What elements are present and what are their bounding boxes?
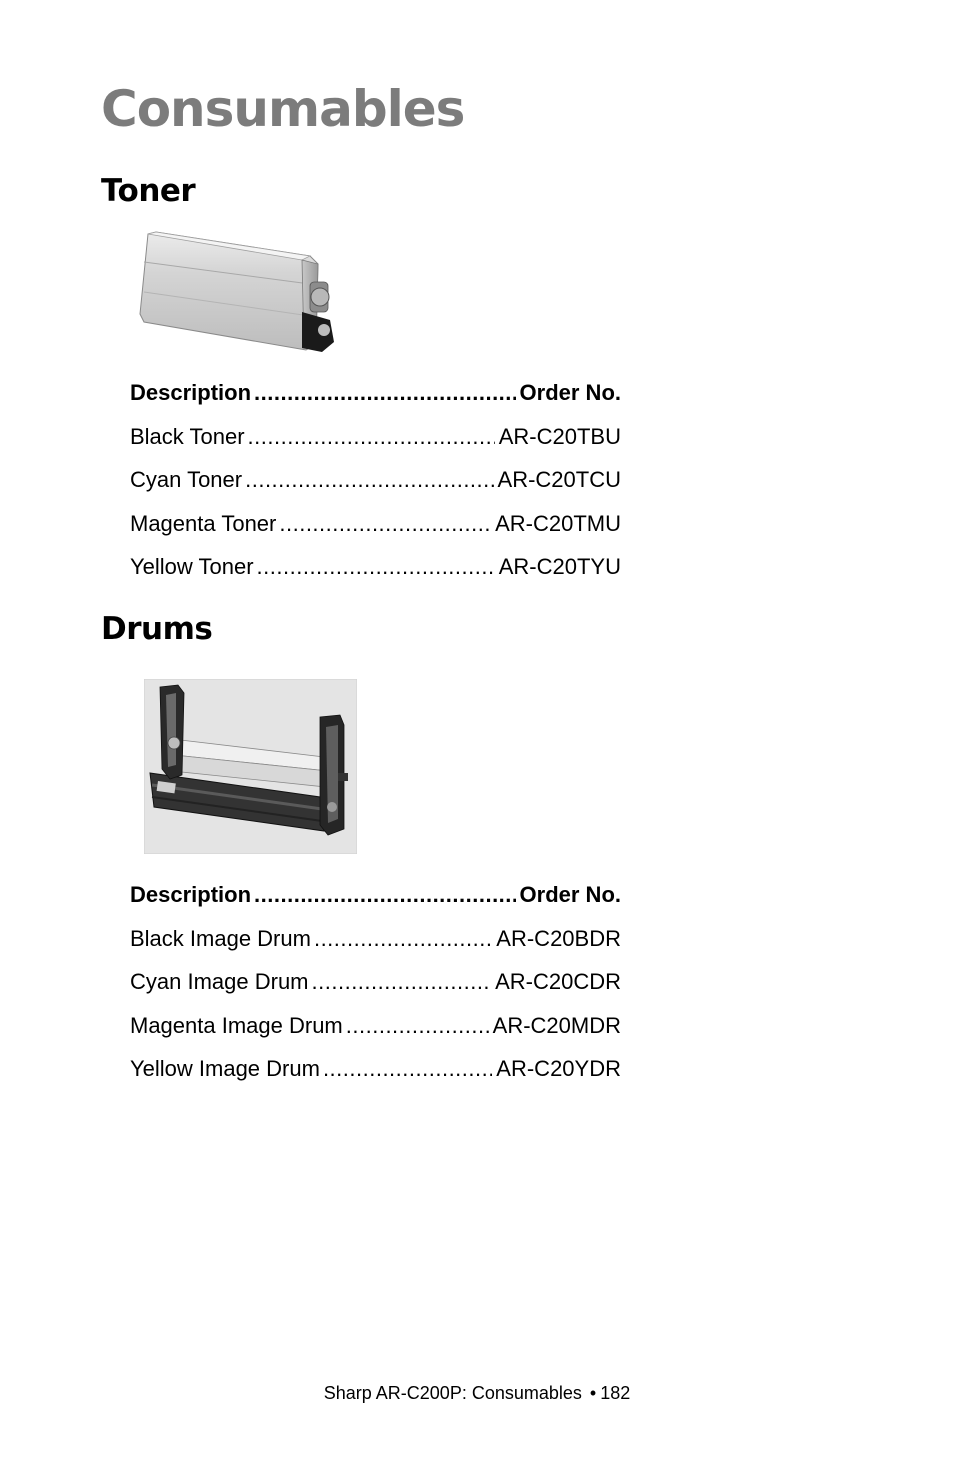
table-header-row	[130, 884, 621, 928]
item-order-no: AR-C20CDR	[495, 969, 621, 994]
table-header-row	[130, 382, 621, 426]
item-order-no: AR-C20TCU	[497, 467, 621, 492]
item-order-no: AR-C20TMU	[495, 510, 621, 536]
item-description: Black Toner	[130, 423, 245, 449]
dot-leader	[254, 884, 516, 906]
dot-leader	[314, 928, 492, 950]
toner-parts-table	[130, 382, 621, 600]
table-row	[130, 925, 621, 972]
drums-heading: Drums	[101, 611, 213, 647]
page-title: Consumables	[101, 80, 465, 138]
item-description: Magenta Toner	[130, 510, 277, 536]
drums-parts-table	[130, 884, 621, 1102]
item-description: Black Image Drum	[130, 925, 311, 951]
dot-leader	[245, 469, 493, 491]
item-description: Yellow Toner	[130, 554, 254, 579]
table-row	[130, 469, 621, 513]
item-description: Cyan Image Drum	[130, 969, 309, 994]
dot-leader	[346, 1015, 489, 1037]
description-column-header: Description	[130, 380, 252, 405]
page-footer	[0, 1383, 954, 1404]
table-row	[130, 1012, 621, 1059]
dot-leader	[312, 971, 492, 993]
item-order-no: AR-C20TYU	[498, 554, 621, 579]
dot-leader	[257, 556, 495, 578]
item-description: Magenta Image Drum	[130, 1012, 343, 1038]
table-row	[130, 510, 621, 557]
dot-leader	[323, 1058, 492, 1080]
footer-text: Sharp AR-C200P: Consumables	[323, 1383, 582, 1403]
dot-leader	[279, 513, 491, 535]
order-no-column-header: Order No.	[519, 882, 621, 907]
order-no-column-header: Order No.	[519, 380, 621, 405]
page-number: 182	[600, 1383, 631, 1403]
table-row	[130, 971, 621, 1015]
footer-bullet: •	[589, 1383, 597, 1403]
dot-leader	[248, 426, 495, 448]
item-order-no: AR-C20MDR	[492, 1012, 621, 1038]
dot-leader	[254, 382, 516, 404]
item-order-no: AR-C20BDR	[496, 925, 621, 951]
table-row	[130, 1058, 621, 1102]
table-row	[130, 423, 621, 470]
item-description: Yellow Image Drum	[130, 1056, 320, 1081]
item-description: Cyan Toner	[130, 467, 243, 492]
description-column-header: Description	[130, 882, 252, 907]
toner-cartridge-photo	[134, 222, 342, 360]
item-order-no: AR-C20YDR	[496, 1056, 621, 1081]
item-order-no: AR-C20TBU	[498, 423, 621, 449]
toner-heading: Toner	[101, 173, 196, 209]
table-row	[130, 556, 621, 600]
image-drum-photo	[144, 679, 357, 854]
